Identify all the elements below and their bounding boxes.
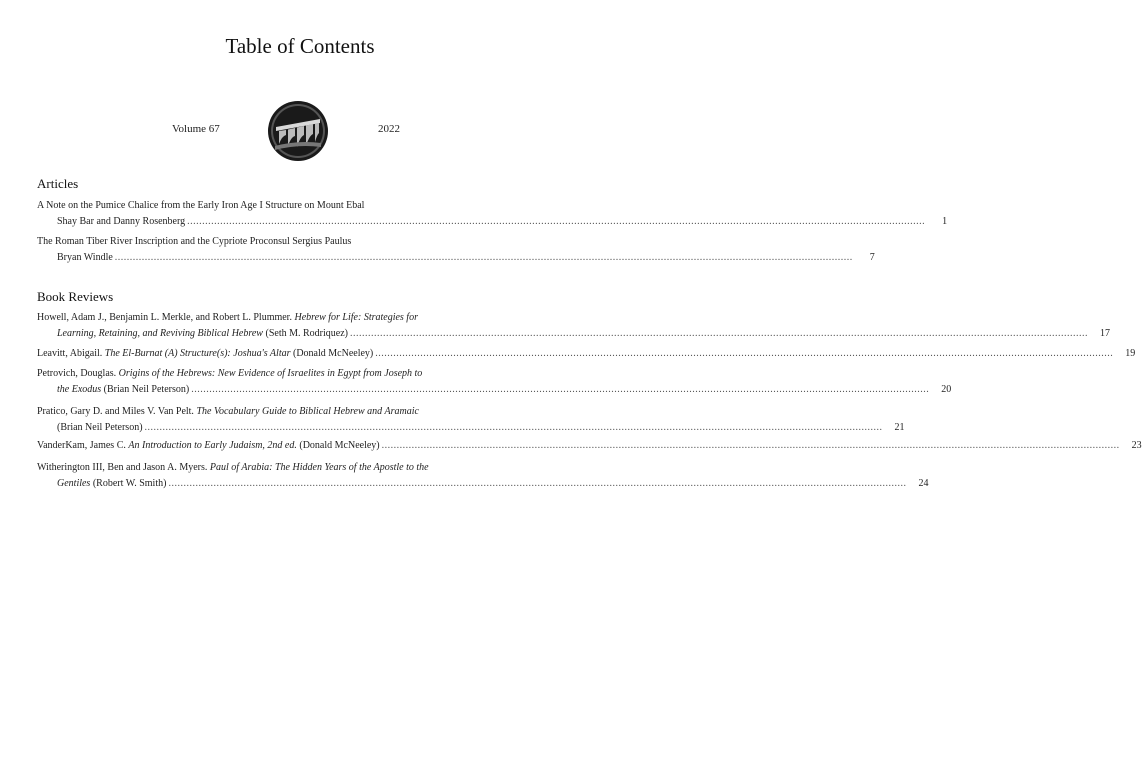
toc-entry[interactable] (37, 346, 1136, 362)
review-author: Leavitt, Abigail. (37, 348, 105, 359)
journal-logo-icon (267, 100, 329, 162)
review-book-title: Paul of Arabia: The Hidden Years of the Apostle to the (209, 462, 429, 473)
review-author: VanderKam, James C. (37, 440, 129, 451)
toc-entry[interactable] (37, 198, 948, 230)
page-title: Table of Contents (225, 34, 375, 58)
review-author: Witherington III, Ben and Jason A. Myers. (37, 462, 210, 473)
entry-page-number: 24 (918, 478, 929, 489)
review-author: Howell, Adam J., Benjamin L. Merkle, and Robert L. Plummer. (37, 312, 295, 323)
review-book-title: The El-Burnat (A) Structure(s): Joshua's Altar (104, 348, 291, 359)
review-author: Petrovich, Douglas. (37, 368, 119, 379)
entry-author: Shay Bar and Danny Rosenberg (57, 216, 186, 227)
toc-entry[interactable] (37, 460, 929, 492)
toc-entry[interactable] (37, 404, 905, 436)
entry-title: The Roman Tiber River Inscription and the Cypriote Proconsul Sergius Paulus (37, 236, 352, 247)
entry-page-number: 7 (869, 252, 875, 263)
dot-leader: ...................................................................................................................................................................................................................................................... (375, 348, 1114, 359)
reviewer: (Seth M. Rodriquez) (262, 328, 348, 339)
entry-page-number: 21 (894, 422, 905, 433)
review-book-title: Hebrew for Life: Strategies for (294, 312, 418, 323)
reviewer: (Robert W. Smith) (90, 478, 167, 489)
dot-leader: ...................................................................................................................................................................................................................................................... (168, 478, 907, 489)
dot-leader: ...................................................................................................................................................................................................................................................... (114, 252, 853, 263)
volume-row (0, 100, 600, 170)
review-book-title-cont: the Exodus (57, 384, 102, 395)
entry-page-number: 19 (1125, 348, 1136, 359)
toc-entry[interactable] (37, 234, 875, 266)
reviewer: (Donald McNeeley) (296, 440, 380, 451)
entry-title: A Note on the Pumice Chalice from the Early Iron Age I Structure on Mount Ebal (37, 200, 365, 211)
entry-page-number: 1 (942, 216, 948, 227)
toc-entry[interactable] (37, 438, 1142, 454)
dot-leader: ...................................................................................................................................................................................................................................................... (349, 328, 1088, 339)
review-book-title-cont: Learning, Retaining, and Reviving Biblical Hebrew (57, 328, 263, 339)
year-label: 2022 (378, 123, 400, 135)
review-book-title: An Introduction to Early Judaism, 2nd ed. (128, 440, 297, 451)
entry-page-number: 23 (1131, 440, 1142, 451)
review-book-title: The Vocabulary Guide to Biblical Hebrew and Aramaic (196, 406, 419, 417)
toc-entry[interactable] (37, 366, 952, 398)
dot-leader: ...................................................................................................................................................................................................................................................... (187, 216, 926, 227)
entry-author: Bryan Windle (57, 252, 113, 263)
entry-page-number: 20 (941, 384, 952, 395)
book-reviews-heading: Book Reviews (37, 289, 114, 304)
review-book-title: Origins of the Hebrews: New Evidence of Israelites in Egypt from Joseph to (118, 368, 423, 379)
reviewer: (Donald McNeeley) (290, 348, 374, 359)
entry-page-number: 17 (1099, 328, 1110, 339)
reviewer: (Brian Neil Peterson) (57, 422, 143, 433)
volume-label: Volume 67 (172, 123, 220, 135)
dot-leader: ...................................................................................................................................................................................................................................................... (191, 384, 930, 395)
articles-heading: Articles (37, 176, 79, 191)
review-author: Pratico, Gary D. and Miles V. Van Pelt. (37, 406, 197, 417)
review-book-title-cont: Gentiles (57, 478, 91, 489)
dot-leader: ...................................................................................................................................................................................................................................................... (381, 440, 1120, 451)
toc-entry[interactable] (37, 310, 1110, 342)
dot-leader: ...................................................................................................................................................................................................................................................... (144, 422, 883, 433)
reviewer: (Brian Neil Peterson) (101, 384, 190, 395)
